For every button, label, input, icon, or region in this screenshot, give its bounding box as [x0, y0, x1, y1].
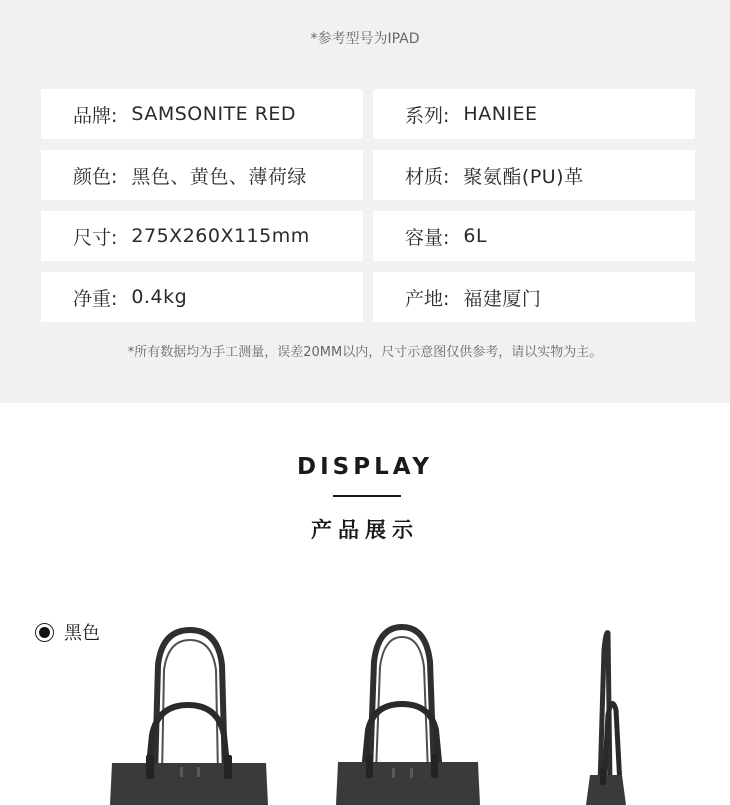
- color-option-black[interactable]: [35, 619, 100, 645]
- spec-value: SAMSONITE RED: [131, 103, 297, 125]
- spec-value: 0.4kg: [131, 286, 188, 308]
- spec-label: 容量:: [405, 226, 450, 249]
- bag-side-image: [570, 625, 640, 805]
- spec-brand: [41, 89, 363, 139]
- spec-label: 颜色:: [73, 165, 118, 188]
- radio-selected-dot: [39, 627, 50, 638]
- spec-value: 福建厦门: [463, 287, 542, 310]
- spec-weight: [41, 272, 363, 322]
- radio-button[interactable]: [35, 623, 54, 642]
- spec-label: 尺寸:: [73, 226, 118, 249]
- spec-series: [373, 89, 695, 139]
- display-subtitle: 产品展示: [311, 518, 419, 542]
- spec-value: 275X260X115mm: [131, 225, 310, 247]
- spec-value: HANIEE: [463, 103, 538, 125]
- color-option-label: 黑色: [64, 623, 100, 644]
- ipad-reference-note: *参考型号为IPAD: [310, 31, 420, 47]
- title-divider: [333, 495, 401, 497]
- bag-back-image: [330, 622, 490, 805]
- spec-capacity: [373, 211, 695, 261]
- spec-color: [41, 150, 363, 200]
- measurement-note: *所有数据均为手工测量，误差20MM以内，尺寸示意图仅供参考，请以实物为主。: [127, 345, 603, 360]
- spec-label: 系列:: [405, 104, 450, 127]
- spec-label: 产地:: [405, 287, 450, 310]
- spec-value: 聚氨酯(PU)革: [463, 165, 584, 188]
- spec-value: 黑色、黄色、薄荷绿: [131, 165, 307, 188]
- spec-value: 6L: [463, 225, 488, 247]
- spec-label: 品牌:: [73, 104, 118, 127]
- spec-origin: [373, 272, 695, 322]
- bag-front-image: [100, 625, 280, 805]
- spec-material: [373, 150, 695, 200]
- spec-label: 材质:: [405, 165, 450, 188]
- spec-label: 净重:: [73, 287, 118, 310]
- spec-size: [41, 211, 363, 261]
- display-title: DISPLAY: [297, 454, 433, 480]
